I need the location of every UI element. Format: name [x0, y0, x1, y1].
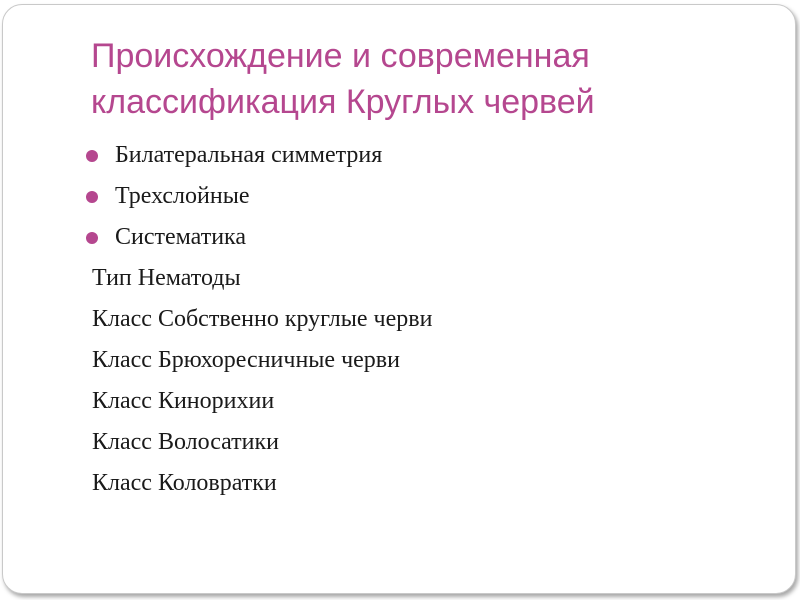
slide-frame	[2, 4, 796, 594]
slide-title-line-2: классификация Круглых червей	[91, 83, 595, 121]
taxon-line: Класс Коловратки	[92, 470, 277, 496]
taxon-line: Класс Волосатики	[92, 429, 280, 455]
slide-title	[91, 33, 751, 125]
bullet-text: Билатеральная симметрия	[115, 142, 383, 168]
bullet-item	[83, 217, 743, 258]
bullet-item	[83, 176, 743, 217]
bullet-text: Трехслойные	[115, 183, 250, 209]
bullet-item	[83, 135, 743, 176]
taxon-line: Класс Брюхоресничные черви	[92, 347, 400, 373]
taxon-line: Класс Собственно круглые черви	[92, 306, 433, 332]
circle-bullet-icon	[86, 150, 98, 162]
bullet-text: Систематика	[115, 224, 246, 250]
taxon-line: Тип Нематоды	[92, 265, 241, 291]
slide-title-line-1: Происхождение и современная	[91, 37, 590, 75]
circle-bullet-icon	[86, 232, 98, 244]
slide-body	[83, 135, 743, 504]
taxon-line: Класс Кинорихии	[92, 388, 275, 414]
circle-bullet-icon	[86, 191, 98, 203]
